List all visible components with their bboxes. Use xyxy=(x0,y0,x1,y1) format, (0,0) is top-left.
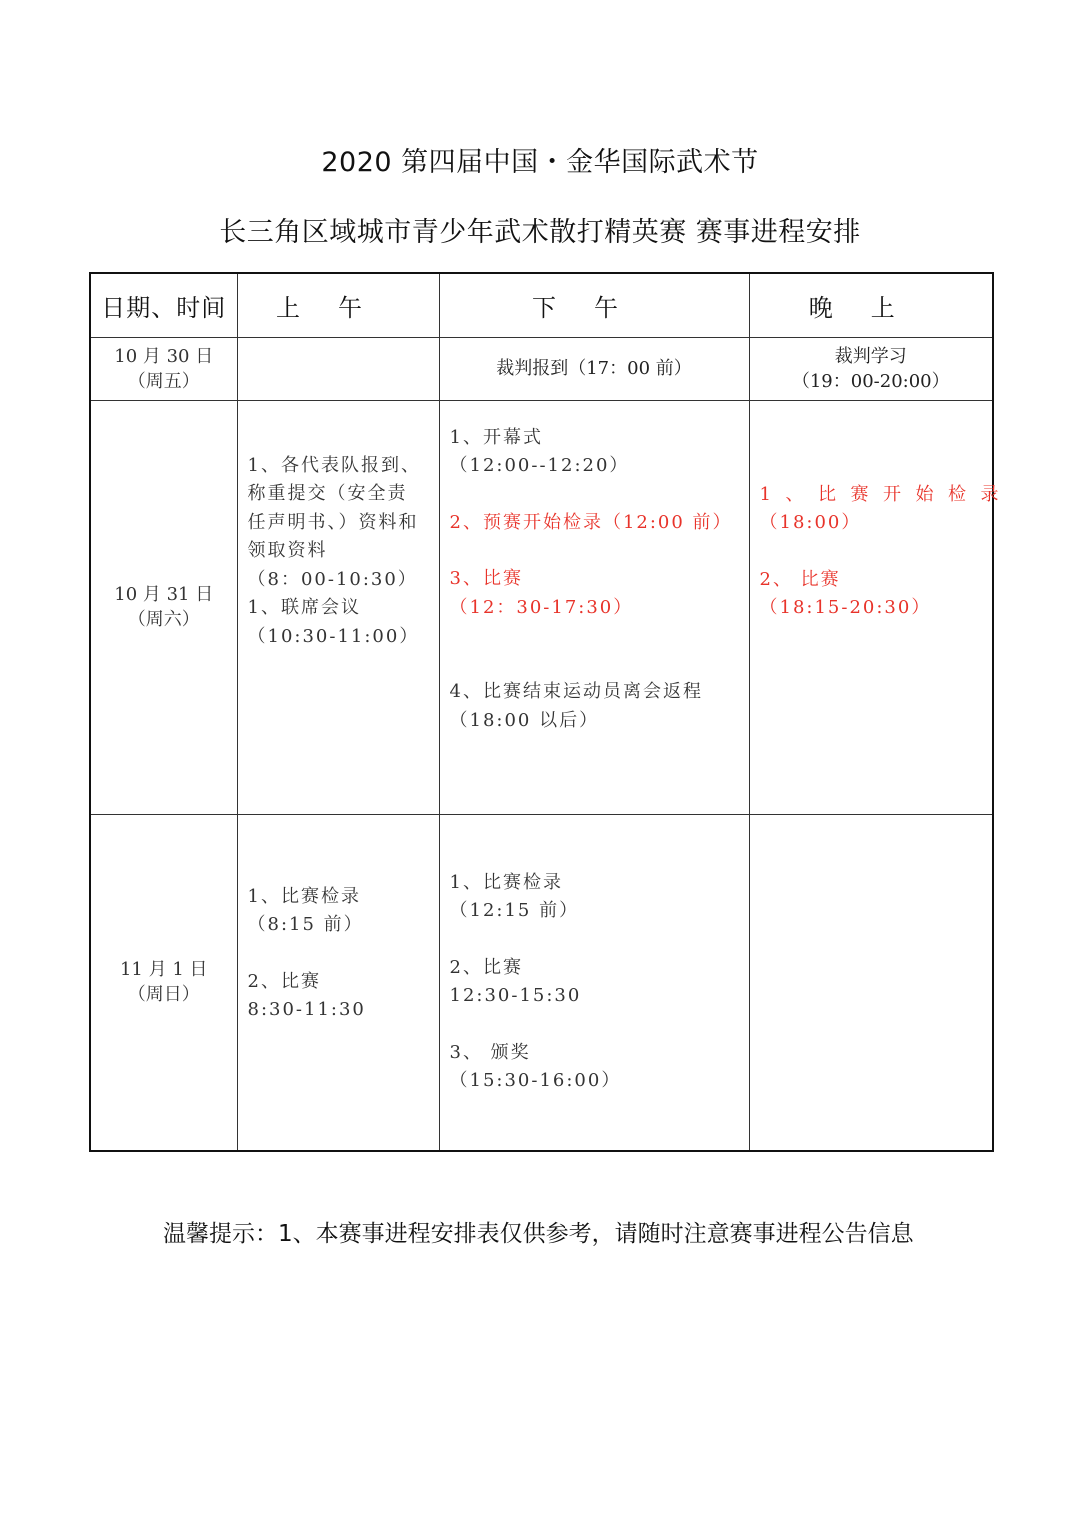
header-morning: 上午 xyxy=(237,273,439,337)
list-item: （8：00-10:30） xyxy=(247,568,418,590)
morning-cell xyxy=(237,337,439,400)
list-item: （10:30-11:00） xyxy=(247,625,420,647)
list-item: 2、比赛 xyxy=(247,970,321,992)
header-evening: 晚上 xyxy=(749,273,993,337)
header-date-time: 日期、时间 xyxy=(90,273,237,337)
table-header-row xyxy=(90,273,993,337)
list-item: （12:15 前） xyxy=(449,900,580,921)
date-cell xyxy=(90,337,237,400)
list-item: 2、预赛开始检录（12:00 前） xyxy=(449,511,733,533)
evening-time: （19：00-20:00） xyxy=(791,370,950,392)
date-label: 11 月 1 日 xyxy=(119,959,208,981)
morning-cell xyxy=(237,400,439,814)
list-item: 称重提交（安全责 xyxy=(247,483,408,504)
document-subtitle: 长三角区域城市青少年武术散打精英赛 赛事进程安排 xyxy=(219,217,861,248)
evening-text: 裁判学习 xyxy=(834,345,907,367)
table-row xyxy=(90,337,993,400)
afternoon-cell xyxy=(439,400,749,814)
document-title: 2020 第四届中国・金华国际武术节 xyxy=(321,147,759,178)
list-item: 领取资料 xyxy=(247,540,328,561)
list-item: （15:30-16:00） xyxy=(449,1070,622,1091)
afternoon-cell xyxy=(439,814,749,1151)
date-label: 10 月 30 日 xyxy=(114,345,214,367)
list-item: （18:00） xyxy=(759,512,862,533)
list-item: （12：30-17:30） xyxy=(449,596,634,618)
list-item: 1、开幕式 xyxy=(449,426,543,448)
list-item: 1、比赛开始检录 xyxy=(759,483,1013,505)
list-item: 2、 比赛 xyxy=(759,568,841,590)
list-item: 2、比赛 xyxy=(449,956,523,978)
list-item: 12:30-15:30 xyxy=(449,985,582,1006)
weekday-label: （周五） xyxy=(127,370,200,392)
list-item: 1、比赛检录 xyxy=(247,885,361,907)
table-row xyxy=(90,814,993,1151)
list-item: （8:15 前） xyxy=(247,914,364,935)
list-item: 4、比赛结束运动员离会返程 xyxy=(449,681,703,702)
list-item: 1、联席会议 xyxy=(247,597,361,618)
list-item: 3、比赛 xyxy=(449,568,523,589)
list-item: 8:30-11:30 xyxy=(247,999,366,1020)
schedule-table xyxy=(89,272,1013,1152)
weekday-label: （周日） xyxy=(127,984,200,1006)
list-item: （18:15-20:30） xyxy=(759,597,932,618)
list-item: 1、比赛检录 xyxy=(449,871,563,893)
tip-note: 温馨提示：1、本赛事进程安排表仅供参考，请随时注意赛事进程公告信息 xyxy=(163,1221,914,1247)
date-cell xyxy=(90,814,237,1151)
evening-cell xyxy=(749,814,993,1151)
morning-cell xyxy=(237,814,439,1151)
afternoon-cell xyxy=(439,337,749,400)
evening-cell xyxy=(749,337,993,400)
evening-cell xyxy=(749,400,1013,814)
list-item: （12:00--12:20） xyxy=(449,455,630,476)
afternoon-text: 裁判报到（17：00 前） xyxy=(496,358,692,379)
date-label: 10 月 31 日 xyxy=(114,584,214,605)
weekday-label: （周六） xyxy=(127,609,200,630)
list-item: 1、各代表队报到、 xyxy=(247,454,421,476)
list-item: 任声明书、）资料和 xyxy=(247,511,419,533)
list-item: （18:00 以后） xyxy=(449,709,600,731)
header-afternoon: 下午 xyxy=(439,273,749,337)
list-item: 3、 颁奖 xyxy=(449,1041,531,1063)
date-cell xyxy=(90,400,237,814)
table-row xyxy=(90,400,993,814)
